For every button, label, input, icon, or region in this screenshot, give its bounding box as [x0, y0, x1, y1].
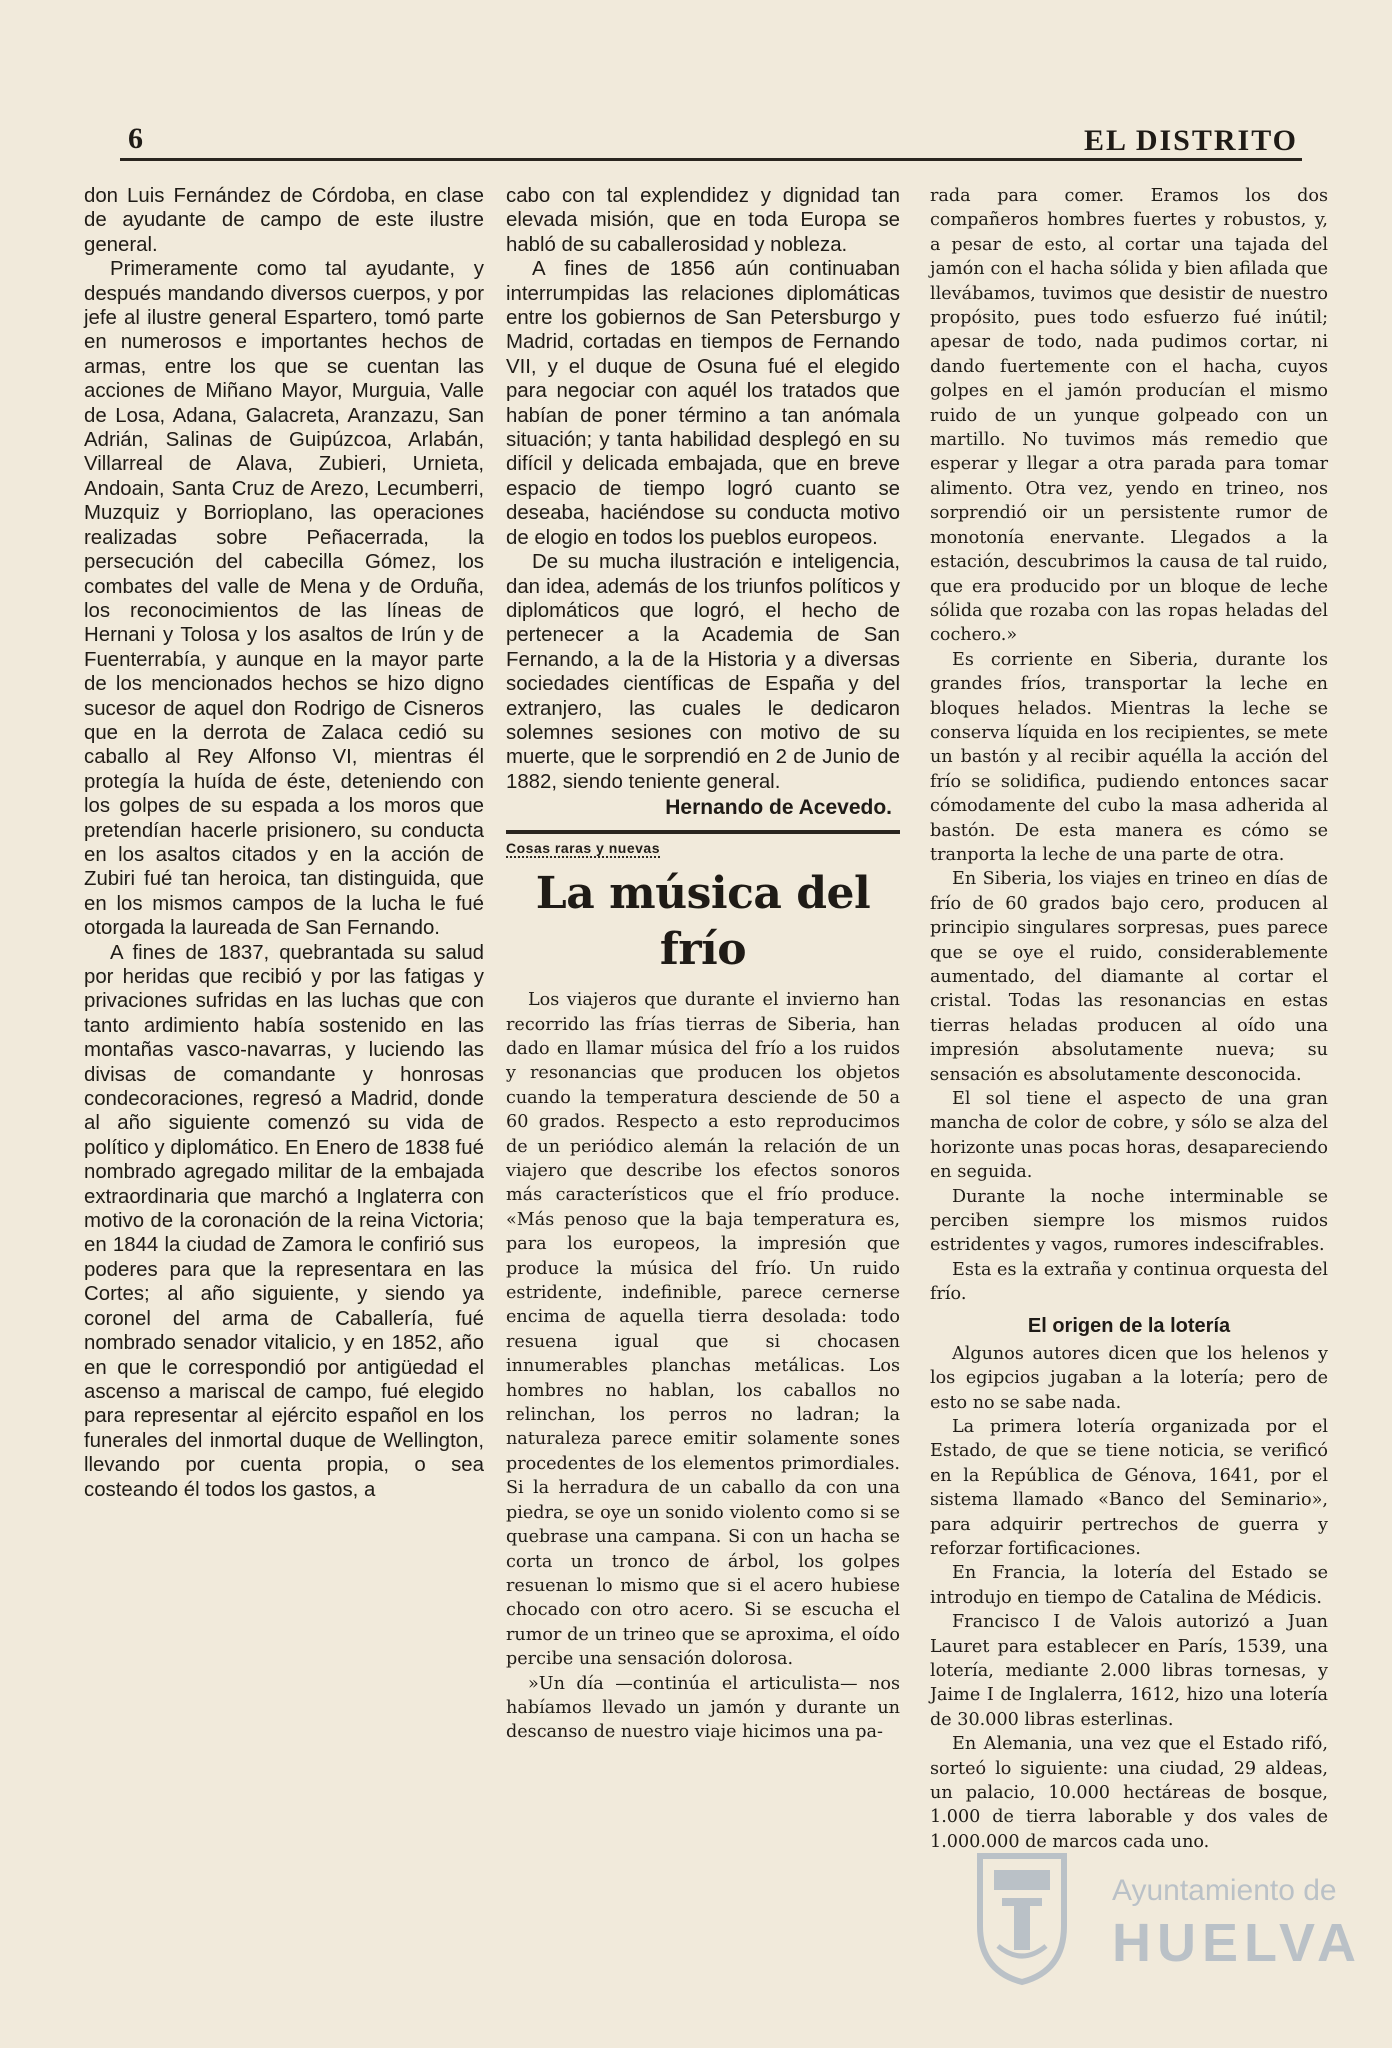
- article-title: La música del frío: [535, 868, 871, 976]
- column3-paragraph: En Francia, la lotería del Estado se introdujo en tiempo de Catalina de Médicis.: [930, 1563, 1328, 1608]
- column3-paragraph: Esta es la extraña y continua orquesta del frío.: [930, 1259, 1328, 1305]
- column-3: [930, 184, 1328, 1854]
- newspaper-name: EL DISTRITO: [1083, 124, 1298, 157]
- column2-paragraph: De su mucha ilustración e inteligencia, dan idea, además de los triunfos políticos y diplomáticos que logró, el hecho de pertenecer a la Academia de San Fernando, a la de la Historia y a diversas sociedades científicas de España y del extranjero, las cuales le dedicaron solemnes sesiones con motivo de su muerte, que le sorprendió en 2 de Junio de 1882, siendo teniente general.: [506, 551, 900, 793]
- page-number: 6: [128, 122, 143, 155]
- column3-paragraph: Es corriente en Siberia, durante los grandes fríos, transportar la leche en bloques helados. Mientras la leche se conserva líquida en los recipientes, se mete un bastón y al recibir aquélla la acción del frío se solidifica, pudiendo entonces sacar cómodamente del cubo la masa adherida al bastón. De esta manera es cómo se tranporta la leche de una parte de otra.: [930, 649, 1328, 865]
- author-signature: Hernando de Acevedo.: [665, 796, 892, 820]
- article-paragraph: Los viajeros que durante el invierno han recorrido las frías tierras de Siberia, han dado en llamar música del frío a los ruidos y resonancias que producen los objetos cuando la temperatura desciende de 50 a 60 grados. Respecto a esto reproducimos de un periódico alemán la relación de un viajero que describe los efectos sonoros más característicos que el frío produce. «Más penoso que la baja temperatura es, para los europeos, la impresión que produce la música del frío. Un ruido estridente, indefinible, parece cernerse encima de aquella tierra desolada: todo resuena igual que si chocasen innumerables planchas metálicas. Los hombres no hablan, los caballos no relinchan, los perros no ladran; la naturaleza parece emitir solamente sones procedentes de los elementos primordiales. Si la herradura de un caballo da con una piedra, se oye un sonido violento como si se quebrase una campana. Si con un hacha se corta un tronco de árbol, los golpes resuenan lo mismo que si el acero hubiese chocado con otro acero. Si se escucha el rumor de un trineo que se aproxima, el oído percibe una sensación dolorosa.: [506, 990, 900, 1670]
- column1-paragraph: Primeramente como tal ayudante, y después mandando diversos cuerpos, y por jefe al ilustre general Espartero, tomó parte en numerosos e importantes hechos de armas, entre los que se cuentan las acciones de Miñano Mayor, Murguia, Valle de Losa, Adana, Galacreta, Aranzazu, San Adrián, Salinas de Guipúzcoa, Arlabán, Villarreal de Alava, Zubieri, Urnieta, Andoain, Santa Cruz de Arezo, Lecumberri, Muzquiz y Borrioplano, las operaciones realizadas sobre Peñacerrada, la persecución del cabecilla Gómez, los combates del valle de Mena y de Orduña, los reconocimientos de las líneas de Hernani y Tolosa y los asaltos de Irún y de Fuenterrabía, y aunque en la mayor parte de los mencionados hechos se hizo digno sucesor de aquel don Rodrigo de Cisneros que en la derrota de Zalaca cedió su caballo al Rey Alfonso VI, mientras él protegía la huída de éste, deteniendo con los golpes de su espada a los moros que pretendían hacerle prisionero, su conducta en los asaltos citados y en la acción de Zubiri fué tan heroica, tan distinguida, que en los mismos campos de la lucha le fué otorgada la laureada de San Fernando.: [84, 258, 484, 940]
- watermark-line2: HUELVA: [1112, 1913, 1362, 1973]
- section-divider: [506, 830, 900, 834]
- column3-paragraph: Durante la noche interminable se perciben siempre los mismos ruidos estridentes y vagos, rumores indescifrables.: [930, 1186, 1328, 1256]
- subheading: El origen de la lotería: [1027, 1314, 1231, 1337]
- column-1: [84, 184, 484, 1502]
- column1-paragraph: A fines de 1837, quebrantada su salud por heridas que recibió y por las fatigas y privaciones sufridas en las luchas que con tanto ardimiento había sostenido en las montañas vasco-navarras, y luciendo las divisas de comandante y honrosas condecoraciones, regresó a Madrid, donde al año siguiente comenzó su vida de político y diplomático. En Enero de 1838 fué nombrado agregado militar de la embajada extraordinaria que marchó a Inglaterra con motivo de la coronación de la reina Victoria; en 1844 la ciudad de Zamora le confirió sus poderes para que la representara en las Cortes; al año siguiente, y siendo ya coronel del arma de Caballería, fué nombrado senador vitalicio, y en 1852, año en que le correspondió por antigüedad el ascenso a mariscal de campo, fué elegido para representar al ejército español en los funerales del inmortal duque de Wellington, llevando por cuenta propia, o sea costeando él todos los gastos, a: [84, 941, 484, 1501]
- coat-of-arms-icon: [972, 1846, 1072, 1986]
- column3-paragraph: En Siberia, los viajes en trineo en días de frío de 60 grados bajo cero, producen al principio singulares sorpresas, pues parece que se oye el ruido, considerablemente aumentado, del diamante al cortar el cristal. Todas las resonancias en estas tierras heladas producen al oído una impresión absolutamente nueva; su sensación es absolutamente desconocida.: [930, 869, 1328, 1085]
- column3-paragraph: Francisco I de Valois autorizó a Juan Lauret para establecer en París, 1539, una lotería, mediante 2.000 libras tornesas, y Jaime I de Inglalerra, 1612, hizo una lotería de 30.000 libras esterlinas.: [930, 1612, 1328, 1730]
- column3-paragraph: rada para comer. Eramos los dos compañeros hombres fuertes y robustos, y, a pesar de esto, al cortar una tajada del jamón con el hacha sólida y bien afilada que llevábamos, tuvimos que desistir de nuestro propósito, pues todo esfuerzo fué inútil; apesar de todo, nada pudimos cortar, ni dando fuertemente con el hacha, cuyos golpes en el jamón producían el mismo ruido de un yunque golpeado con un martillo. No tuvimos más remedio que esperar y llegar a otra parada para tomar alimento. Otra vez, yendo en trineo, nos sorprendió oir un persistente rumor de monotonía enervante. Llegados a la estación, descubrimos la causa de tal ruido, que era producido por un bloque de leche sólida que rozaba con las ropas heladas del cochero.»: [930, 186, 1328, 646]
- article-paragraph: »Un día —continúa el articulista— nos habíamos llevado un jamón y durante un descanso de nuestro viaje hicimos una pa-: [506, 1673, 900, 1743]
- watermark-line1: Ayuntamiento de: [1112, 1874, 1337, 1907]
- column2-paragraph: cabo con tal explendidez y dignidad tan elevada misión, que en toda Europa se habló de su caballerosidad y nobleza.: [506, 185, 900, 256]
- section-label: Cosas raras y nuevas: [506, 840, 660, 857]
- watermark: [972, 1846, 1362, 1996]
- page-header: [120, 118, 1302, 161]
- column1-paragraph: don Luis Fernández de Córdoba, en clase de ayudante de campo de este ilustre general.: [84, 185, 484, 256]
- column3-paragraph: Algunos autores dicen que los helenos y los egipcios jugaban a la lotería; pero de esto no se sabe nada.: [930, 1343, 1328, 1413]
- column3-paragraph: La primera lotería organizada por el Estado, de que se tiene noticia, se verificó en la República de Génova, 1641, por el sistema llamado «Banco del Seminario», para adquirir pertrechos de guerra y reforzar fortificaciones.: [930, 1416, 1328, 1559]
- column-2: [506, 184, 900, 1745]
- column2-paragraph: A fines de 1856 aún continuaban interrumpidas las relaciones diplomáticas entre los gobiernos de San Petersburgo y Madrid, cortadas en tiempos de Fernando VII, y el duque de Osuna fué el elegido para negociar con aquél los tratados que habían de poner término a tan anómala situación; y tanta habilidad desplegó en su difícil y delicada embajada, que en breve espacio de tiempo logró cuanto se deseaba, haciéndose su conducta motivo de elogio en todos los pueblos europeos.: [506, 258, 900, 549]
- column3-paragraph: El sol tiene el aspecto de una gran mancha de color de cobre, y sólo se alza del horizonte unas pocas horas, desapareciendo en seguida.: [930, 1089, 1328, 1183]
- column3-paragraph: En Alemania, una vez que el Estado rifó, sorteó lo siguiente: una ciudad, 29 aldeas, un palacio, 10.000 hectáreas de bosque, 1.000 de tierra laborable y dos vales de 1.000.000 de marcos cada uno.: [930, 1734, 1328, 1852]
